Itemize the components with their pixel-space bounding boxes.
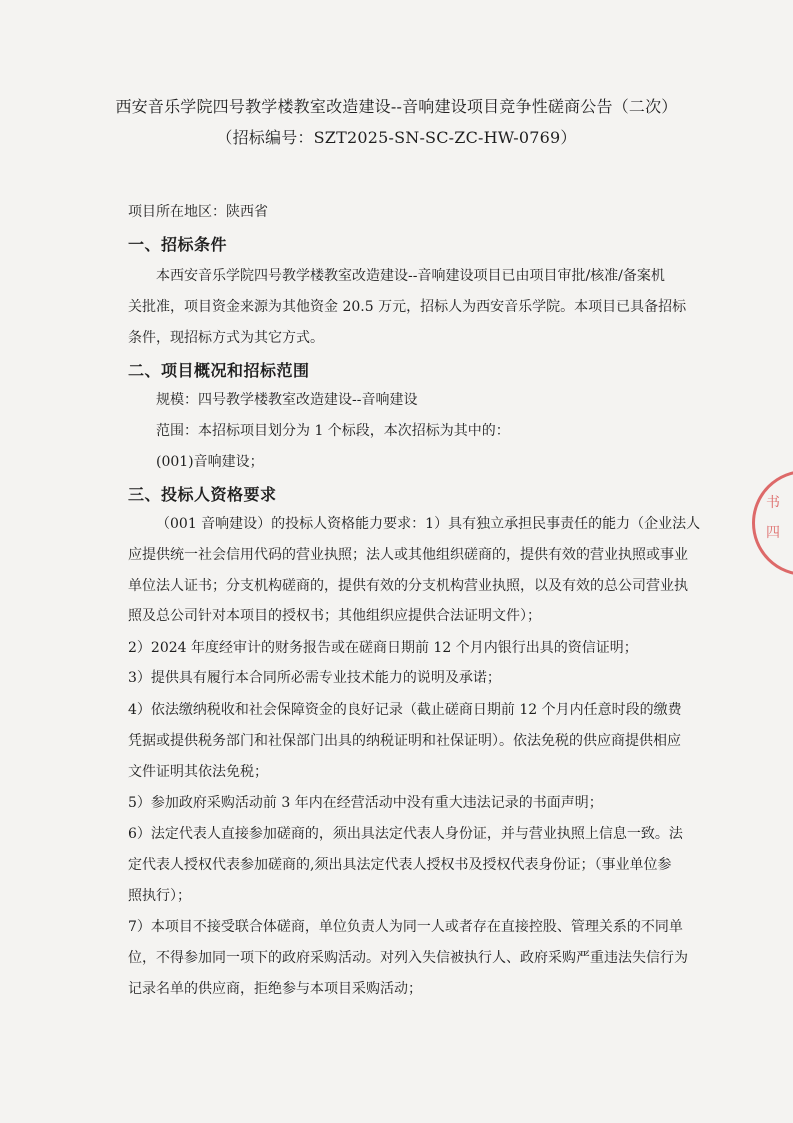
req4-line-1: 4）依法缴纳税收和社会保障资金的良好记录（截止磋商日期前 12 个月内任意时段的缴费 [128,702,682,718]
s1-line-2: 关批准，项目资金来源为其他资金 20.5 万元，招标人为西安音乐学院。本项目已具备招标 [128,299,687,315]
req4-line-2: 凭据或提供税务部门和社保部门出具的纳税证明和社保证明）。依法免税的供应商提供相应 [128,733,681,749]
s2-scope: 范围：本招标项目划分为 1 个标段，本次招标为其中的： [156,423,510,439]
req7-line-3: 记录名单的供应商，拒绝参与本项目采购活动； [128,981,422,997]
project-region: 项目所在地区：陕西省 [128,204,268,220]
req6-line-2: 定代表人授权代表参加磋商的,须出具法定代表人授权书及授权代表身份证；（事业单位参 [128,857,672,873]
req1-line-1: （001 音响建设）的投标人资格能力要求：1）具有独立承担民事责任的能力（企业法人 [156,516,701,532]
req4-line-3: 文件证明其依法免税； [128,764,268,780]
req1-line-2: 应提供统一社会信用代码的营业执照；法人或其他组织磋商的，提供有效的营业执照或事业 [128,547,688,563]
req2: 2）2024 年度经审计的财务报告或在磋商日期前 12 个月内银行出具的资信证明； [128,640,638,656]
req1-line-4: 照及总公司针对本项目的授权书；其他组织应提供合法证明文件）； [128,608,541,624]
s1-line-1: 本西安音乐学院四号教学楼教室改造建设--音响建设项目已由项目审批/核准/备案机 [156,268,665,284]
req3: 3）提供具有履行本合同所必需专业技术能力的说明及承诺； [128,670,501,686]
req6-line-3: 照执行）； [128,888,191,904]
s1-line-3: 条件，现招标方式为其它方式。 [128,330,324,346]
req6-line-1: 6）法定代表人直接参加磋商的，须出具法定代表人身份证，并与营业执照上信息一致。法 [128,826,683,842]
req5: 5）参加政府采购活动前 3 年内在经营活动中没有重大违法记录的书面声明； [128,795,603,811]
section-heading-1: 一、招标条件 [128,235,228,254]
req7-line-1: 7）本项目不接受联合体磋商，单位负责人为同一人或者存在直接控股、管理关系的不同单 [128,919,683,935]
req7-line-2: 位，不得参加同一项下的政府采购活动。对列入失信被执行人、政府采购严重违法失信行为 [128,950,688,966]
section-heading-3: 三、投标人资格要求 [128,485,277,504]
req1-line-3: 单位法人证书；分支机构磋商的，提供有效的分支机构营业执照，以及有效的总公司营业执 [128,578,688,594]
seal-text: 书 四 [766,495,780,541]
s2-lot: (001)音响建设； [156,454,264,470]
s2-scale: 规模：四号教学楼教室改造建设--音响建设 [156,392,418,408]
section-heading-2: 二、项目概况和招标范围 [128,361,310,380]
tender-number: （招标编号：SZT2025-SN-SC-ZC-HW-0769） [216,128,577,147]
document-title: 西安音乐学院四号教学楼教室改造建设--音响建设项目竞争性磋商公告（二次） [115,97,678,116]
